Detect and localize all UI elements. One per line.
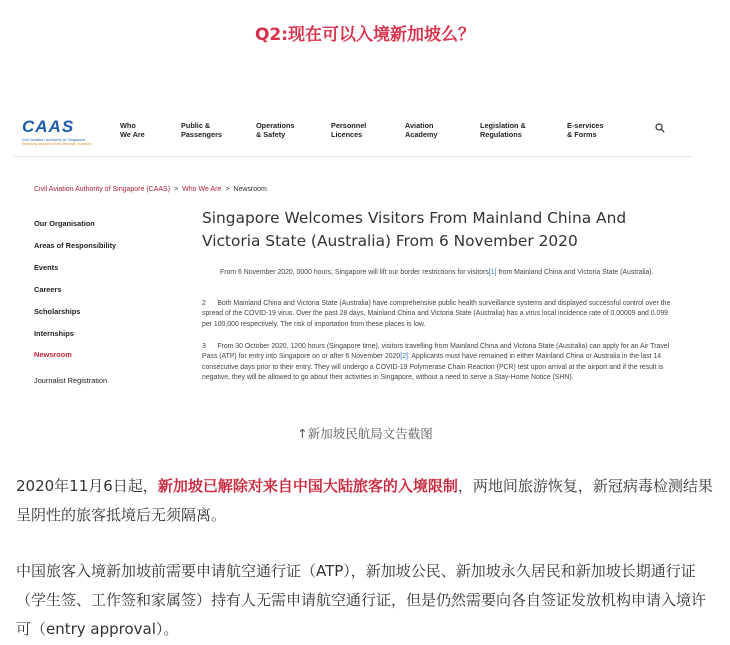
section-heading: Q2:现在可以入境新加坡么？ (254, 25, 476, 45)
nav-label: We Are (120, 130, 145, 139)
breadcrumb-separator: > (225, 186, 230, 193)
article-title (202, 207, 682, 253)
nav-personnel-licences[interactable] (331, 121, 366, 139)
nav-label: Aviation (405, 121, 434, 130)
sidebar-item-newsroom[interactable]: Newsroom (34, 350, 72, 359)
sidebar-item-our-organisation[interactable]: Our Organisation (34, 219, 95, 228)
logo-subtitle: Civil Aviation Authority of Singapore (22, 138, 86, 142)
sidebar-item-scholarships[interactable]: Scholarships (34, 307, 81, 316)
footnote-link-2[interactable]: [2] (400, 353, 408, 361)
nav-label: Passengers (181, 130, 222, 139)
top-navigation (14, 107, 692, 157)
nav-label: Personnel (331, 121, 367, 130)
body-paragraph-2: 中国旅客入境新加坡前需要申请航空通行证（ATP），新加坡公民、新加坡永久居民和新加坡长期通行证（学生签、工作签和家属签）持有人无需申请航空通行证，但是仍然需要向各自签证发放机构申请入境许可（entry approval）。 (16, 562, 707, 638)
nav-public-passengers[interactable] (181, 121, 222, 139)
nav-label: Who (120, 121, 136, 130)
nav-who-we-are[interactable] (120, 121, 145, 139)
highlighted-text: 新加坡已解除对来自中国大陆旅客的入境限制 (157, 477, 458, 495)
nav-label: & Forms (567, 130, 597, 139)
nav-label: E-services (567, 121, 604, 130)
breadcrumb-newsroom: Newsroom (233, 186, 267, 193)
nav-label: Operations (256, 121, 295, 130)
paragraph-text: 2020年11月6日起， (16, 477, 158, 495)
paragraph-text: From 6 November 2020, 0000 hours, Singapore will lift our border restrictions for visitors (220, 269, 489, 276)
breadcrumb-caas[interactable]: Civil Aviation Authority of Singapore (CAAS) (34, 186, 171, 193)
nav-label: Licences (331, 130, 363, 139)
nav-operations-safety[interactable] (256, 121, 295, 139)
logo-tagline: Enabling opportunities through aviation (22, 142, 92, 146)
nav-label: & Safety (256, 130, 286, 139)
nav-label: Regulations (480, 130, 522, 139)
breadcrumb-who-we-are[interactable]: Who We Are (182, 186, 222, 193)
paragraph-text: from Mainland China and Victoria State (Australia). (496, 269, 654, 276)
article-title-line: Singapore Welcomes Visitors From Mainland China And (202, 209, 627, 227)
nav-label: Legislation & (480, 121, 526, 130)
caas-screenshot (14, 107, 692, 405)
sidebar-item-careers[interactable]: Careers (34, 285, 62, 294)
paragraph-text: . Applicants must have remained in either Mainland China or Australia in the last 14 consecutive days prior to their entry. They will undergo a COVID-19 Polymerase Chain Reaction (PCR) test upon arrival at the airport and if the result is negative, they will be allowed to go about their activities in Singapore, without a need to serve a Stay-Home Notice (SHN). (202, 353, 664, 381)
breadcrumb-separator: > (174, 186, 179, 193)
article-paragraph-2: 2 Both Mainland China and Victoria State (Australia) have comprehensive public health surveillance systems and displayed successful control over the spread of the COVID-19 virus. Over the past 28 days, Mainland China and Victoria State (Australia) has a virus local incidence rate of 0.00009 and 0.099 per 100,000 respectively. The risk of importation from these places is low. (202, 300, 671, 328)
logo-wordmark: CAAS (22, 117, 75, 136)
article-title-line: Victoria State (Australia) From 6 November 2020 (202, 232, 578, 250)
nav-label: Public & (181, 121, 211, 130)
nav-label: Academy (405, 130, 438, 139)
article-paragraph-1 (202, 268, 672, 278)
paragraph-text: ，两地间旅游恢复，新冠病毒检测结果呈阴性的旅客抵境后无须隔离。 (16, 477, 713, 524)
nav-eservices-forms[interactable] (567, 121, 604, 139)
image-caption: ↑新加坡民航局文告截图 (297, 426, 433, 441)
footnote-link-1[interactable]: [1] (488, 269, 497, 276)
article-paragraph-3 (202, 342, 672, 383)
caas-logo[interactable] (22, 117, 92, 146)
sidebar-item-events[interactable]: Events (34, 263, 59, 272)
breadcrumb (34, 186, 267, 193)
sidebar-item-journalist-registration[interactable]: Journalist Registration (34, 376, 108, 385)
sidebar-item-internships[interactable]: Internships (34, 329, 74, 338)
sidebar-item-areas-of-responsibility[interactable]: Areas of Responsibility (34, 241, 117, 250)
search-icon[interactable] (655, 123, 665, 133)
body-paragraph-1 (16, 472, 716, 530)
nav-legislation-regulations[interactable] (480, 121, 526, 139)
paragraph-text: 3 From 30 October 2020, 1200 hours (Singapore time), visitors travelling from Mainland China and Victoria State (Australia) can apply for an Air Travel Pass (ATP) for entry into Singapore on or after 6 November 2020 (202, 343, 670, 361)
nav-aviation-academy[interactable] (405, 121, 437, 139)
